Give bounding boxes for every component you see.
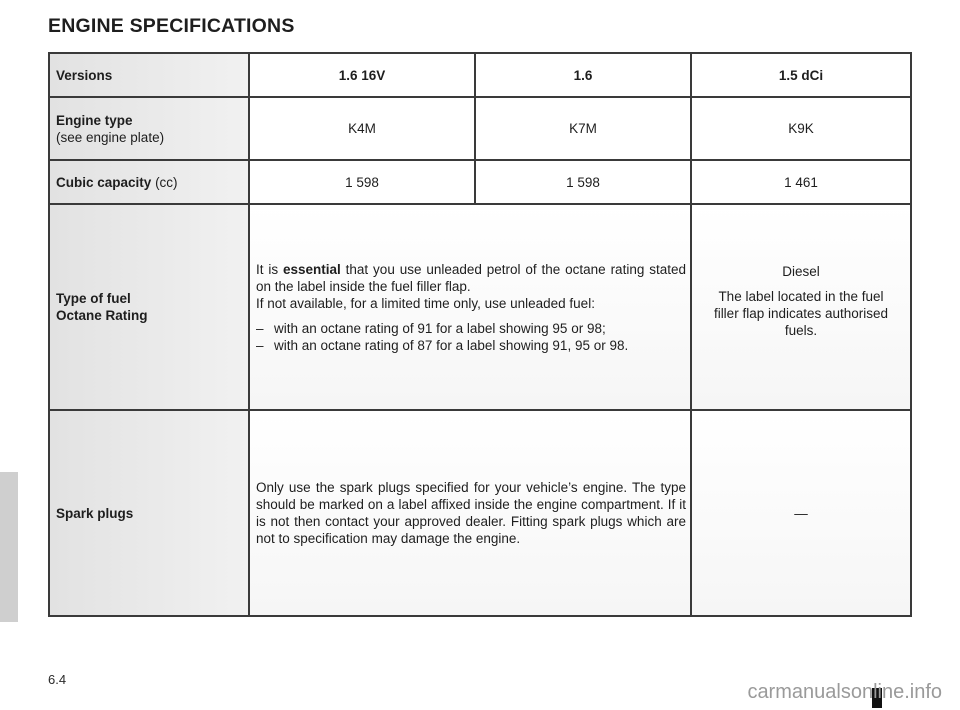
fuel-type-label: Type of fuel (56, 291, 131, 306)
spark-plugs-text-cell (249, 410, 691, 616)
fuel-label-cell (49, 204, 249, 410)
watermark: carmanualsonline.info (747, 681, 942, 703)
table-row-cubic-capacity (49, 160, 911, 204)
octane-rating-label: Octane Rating (56, 308, 148, 323)
table-row-versions (49, 53, 911, 97)
engine-type-k9k: K9K (691, 97, 911, 160)
diesel-note: The label located in the fuel filler flap indicates authorised fuels. (713, 289, 889, 338)
cubic-capacity-2: 1 598 (475, 160, 691, 204)
engine-type-k4m: K4M (249, 97, 475, 160)
diesel-info (692, 263, 910, 339)
petrol-instructions (250, 261, 690, 354)
diesel-title: Diesel (782, 264, 820, 279)
engine-spec-table (48, 52, 912, 617)
cubic-capacity-label: Cubic capacity (56, 174, 152, 190)
chapter-side-tab (0, 472, 18, 622)
spark-plugs-text: Only use the spark plugs specified for your vehicle’s engine. The type should be marked on a label affixed inside the engine compartment. If it is not then contact your approved dealer. Fitting spark plugs which are not to specification may damage the engine. (256, 480, 686, 546)
engine-type-label: Engine type (56, 112, 133, 128)
table-row-engine-type (49, 97, 911, 160)
version-1-6: 1.6 (475, 53, 691, 97)
spark-plugs-label: Spark plugs (49, 410, 249, 616)
table-row-fuel (49, 204, 911, 410)
petrol-fuel-cell (249, 204, 691, 410)
list-item: – with an octane rating of 87 for a label showing 91, 95 or 98. (256, 337, 686, 354)
petrol-fallback: If not available, for a limited time only, use unleaded fuel: (256, 295, 595, 311)
page-title: ENGINE SPECIFICATIONS (48, 15, 295, 37)
engine-type-label-cell (49, 97, 249, 160)
octane-list (256, 320, 686, 354)
engine-type-k7m: K7M (475, 97, 691, 160)
version-1-6-16v: 1.6 16V (249, 53, 475, 97)
petrol-intro-post: that you use unleaded petrol of the octane rating stated on the label inside the fuel filler flap. (256, 261, 686, 294)
cubic-capacity-unit: (cc) (155, 174, 178, 190)
cubic-capacity-3: 1 461 (691, 160, 911, 204)
cubic-capacity-label-cell (49, 160, 249, 204)
versions-label: Versions (49, 53, 249, 97)
petrol-intro-pre: It is (256, 261, 283, 277)
table-row-spark-plugs (49, 410, 911, 616)
engine-type-sublabel: (see engine plate) (56, 129, 165, 145)
petrol-intro-bold: essential (283, 261, 341, 277)
list-item: – with an octane rating of 91 for a label showing 95 or 98; (256, 320, 686, 337)
spark-plugs-diesel: — (691, 410, 911, 616)
version-1-5-dci: 1.5 dCi (691, 53, 911, 97)
diesel-fuel-cell (691, 204, 911, 410)
cubic-capacity-1: 1 598 (249, 160, 475, 204)
page-number: 6.4 (48, 672, 67, 687)
